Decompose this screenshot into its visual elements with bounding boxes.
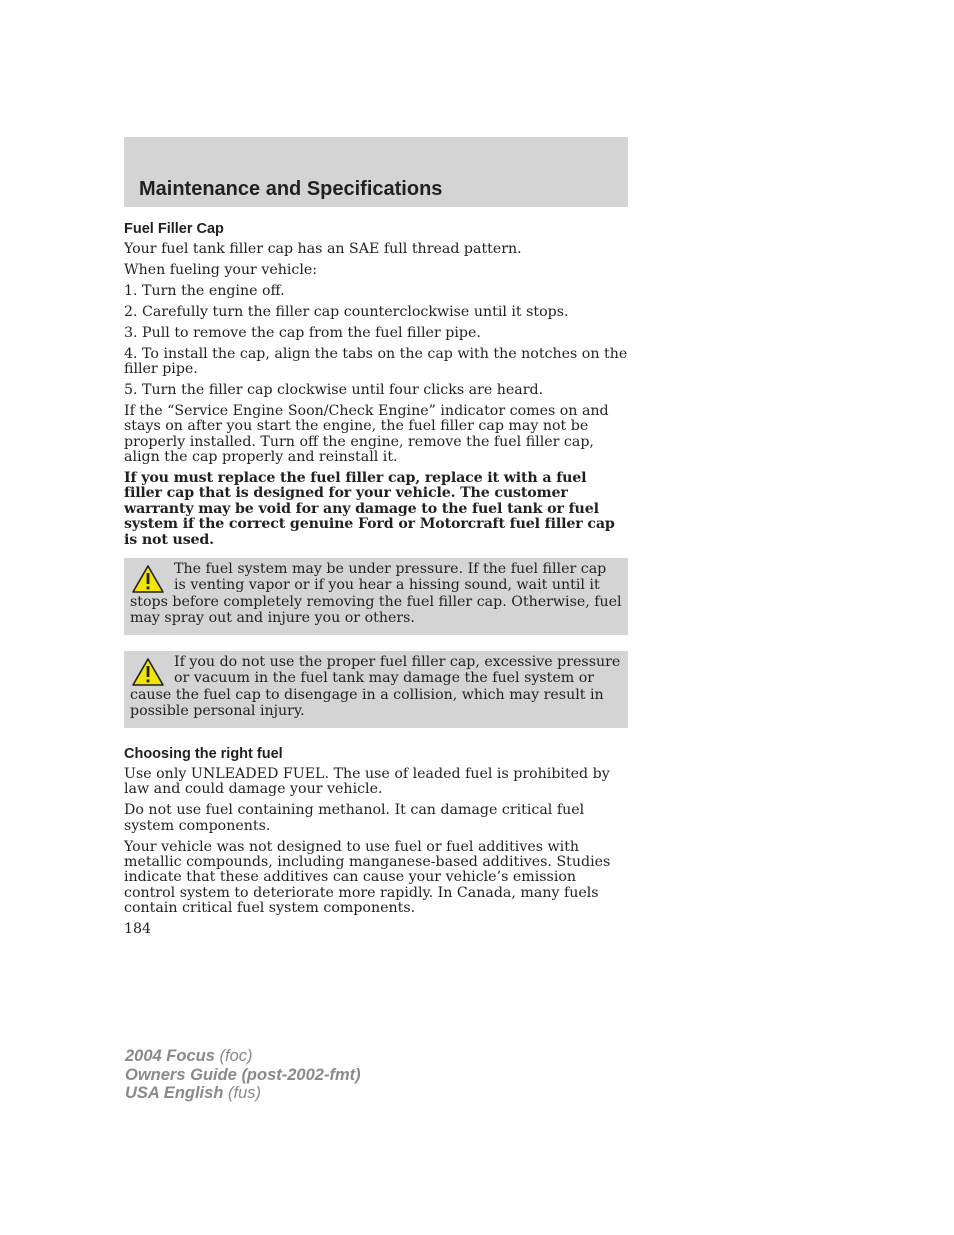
page-number: 184 [124,921,152,938]
warning-text-pressure: The fuel system may be under pressure. If the fuel filler cap is venting vapor or if you hear a hissing sound, wait until it stops before completely removing the fuel filler cap. Otherwise, fuel may spray out and injure you or others. [130,560,622,627]
step-5: 5. Turn the filler cap clockwise until four clicks are heard. [124,381,544,398]
step-2: 2. Carefully turn the filler cap counterclockwise until it stops. [124,303,569,320]
indicator-note-paragraph: If the “Service Engine Soon/Check Engine” indicator comes on and stays on after you start the engine, the fuel filler cap may not be properly installed. Turn off the engine, remove the fuel filler cap, align the cap properly and reinstall it. [124,402,609,465]
section-title: Maintenance and Specifications [139,178,443,200]
step-4: 4. To install the cap, align the tabs on the cap with the notches on the filler pipe. [124,345,628,377]
footer-language-code: (fus) [228,1084,261,1102]
additives-paragraph: Your vehicle was not designed to use fuel or fuel additives with metallic compounds, including manganese-based additives. Studies indicate that these additives can cause your vehicle’s emission control system to deteriorate more rapidly. In Canada, many fuels contain critical fuel system components. [124,838,611,917]
page-content [124,221,628,943]
step-1: 1. Turn the engine off. [124,282,285,299]
section-header-band [124,137,628,207]
document-footer [125,1047,361,1103]
warning-box-improper-cap [124,651,628,728]
footer-model: 2004 Focus [125,1047,215,1065]
warning-box-pressure [124,558,628,635]
footer-line-model [125,1047,361,1066]
warning-triangle-icon [131,564,165,594]
fuel-filler-cap-heading: Fuel Filler Cap [124,221,224,237]
choosing-fuel-heading: Choosing the right fuel [124,745,283,762]
methanol-paragraph: Do not use fuel containing methanol. It can damage critical fuel system components. [124,802,585,834]
footer-line-language [125,1084,361,1103]
intro-paragraph: Your fuel tank filler cap has an SAE full thread pattern. [124,241,522,257]
step-3: 3. Pull to remove the cap from the fuel filler pipe. [124,324,481,341]
footer-guide: Owners Guide (post-2002-fmt) [125,1065,361,1084]
replace-cap-warning-paragraph: If you must replace the fuel filler cap, replace it with a fuel filler cap that is designed for your vehicle. The customer warranty may be void for any damage to the fuel tank or fuel system if the correct genuine Ford or Motorcraft fuel filler cap is not used. [124,469,615,548]
unleaded-fuel-paragraph: Use only UNLEADED FUEL. The use of leaded fuel is prohibited by law and could damage your vehicle. [124,765,610,798]
footer-language: USA English [125,1084,224,1102]
when-fueling-paragraph: When fueling your vehicle: [124,261,318,278]
warning-triangle-icon [131,657,165,687]
warning-text-improper-cap: If you do not use the proper fuel filler cap, excessive pressure or vacuum in the fuel tank may damage the fuel system or cause the fuel cap to disengage in a collision, which may result in possible personal injury. [130,653,621,720]
footer-line-guide [125,1066,361,1085]
footer-model-code: (foc) [219,1047,253,1065]
